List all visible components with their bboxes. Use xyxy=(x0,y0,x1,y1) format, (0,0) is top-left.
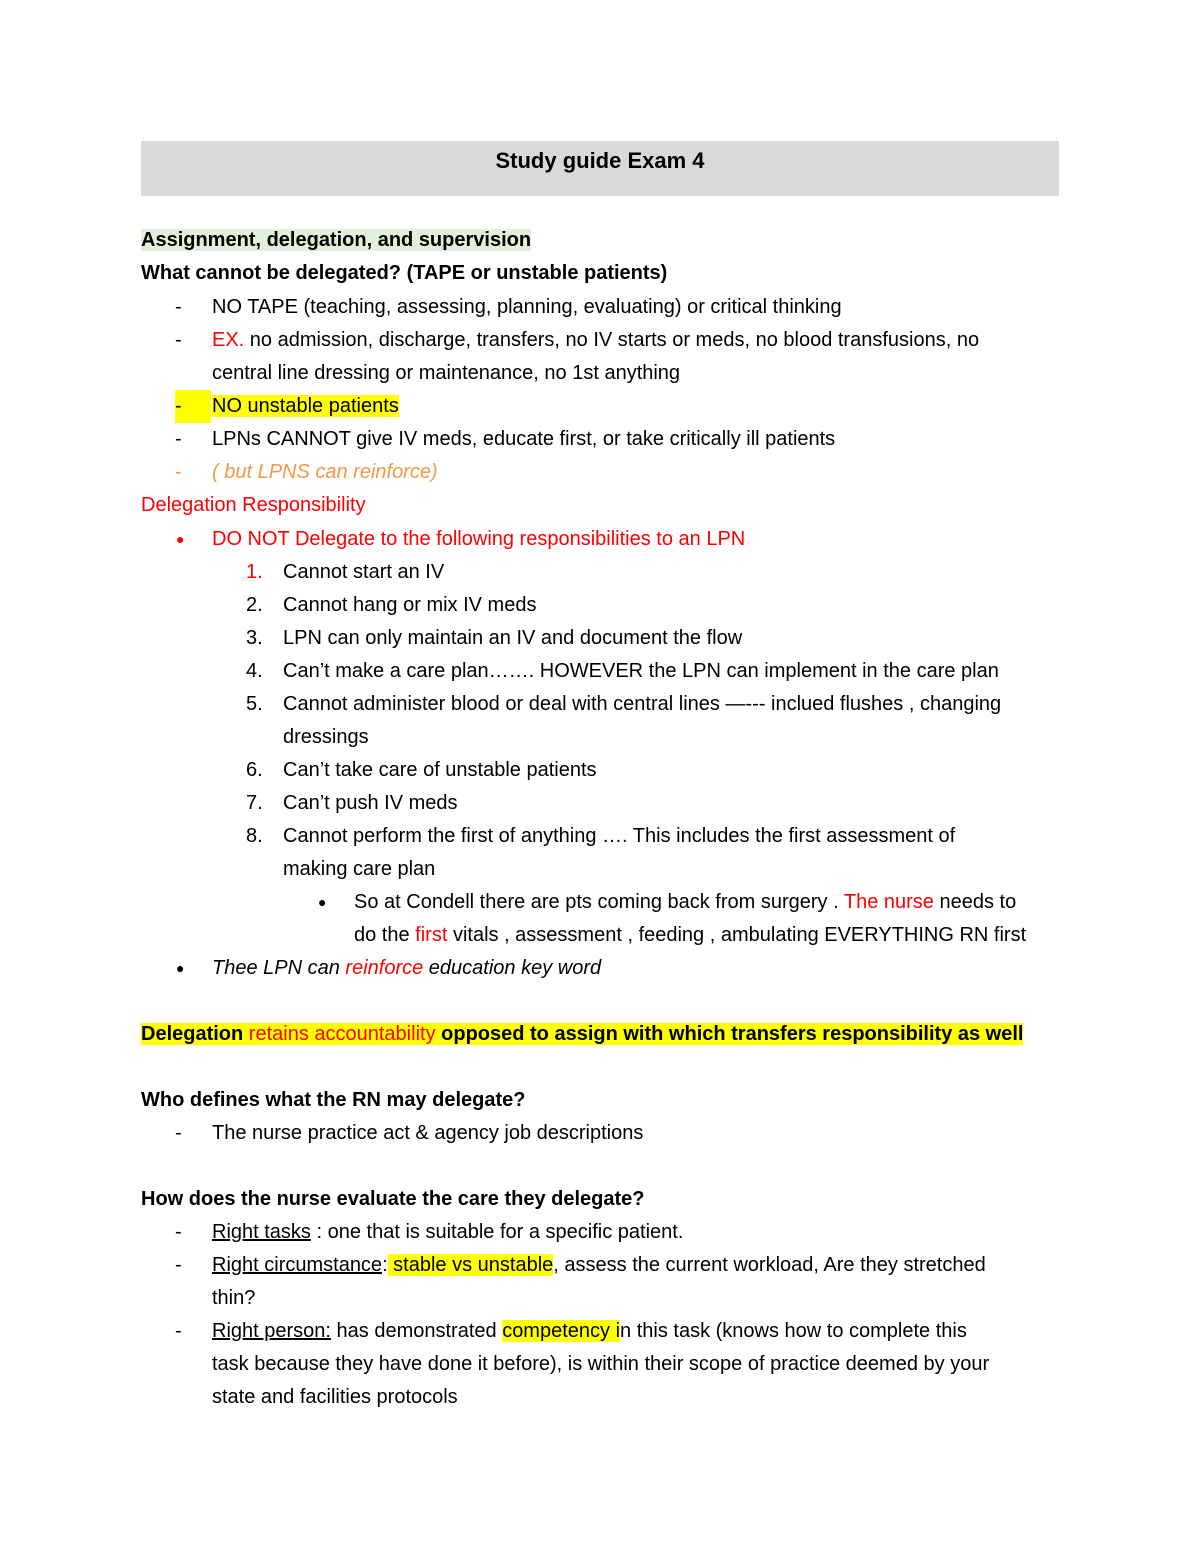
text: vitals , assessment , feeding , ambulating EVERYTHING RN first xyxy=(447,924,1027,946)
text: opposed to assign with which transfers responsibility as well xyxy=(435,1023,1024,1045)
question-text: What cannot be delegated? (TAPE or unstable patients) xyxy=(141,262,668,284)
dash-marker: - xyxy=(175,1320,182,1342)
dash-marker: - xyxy=(175,329,182,351)
highlighted-line xyxy=(141,1023,1023,1045)
dash-glyph: - xyxy=(175,395,182,417)
text: needs to xyxy=(933,891,1017,913)
dash-marker: - xyxy=(175,296,182,318)
list-item xyxy=(212,390,399,423)
list-number: 6. xyxy=(246,759,263,781)
dash-marker: - xyxy=(175,1254,182,1276)
list-item: LPNs CANNOT give IV meds, educate first, or take critically ill patients xyxy=(212,428,836,450)
list-item: ( but LPNS can reinforce) xyxy=(212,461,438,483)
text: So at Condell there are pts coming back from surgery . xyxy=(354,891,844,913)
red-text: first xyxy=(415,924,448,946)
section-heading xyxy=(141,224,531,257)
dash-marker: - xyxy=(175,1122,182,1144)
red-text: The nurse xyxy=(843,891,934,913)
red-text: retains accountability xyxy=(248,1023,436,1045)
list-number: 5. xyxy=(246,693,263,715)
question-text: Who defines what the RN may delegate? xyxy=(141,1089,526,1111)
text: : one that is suitable for a specific patient. xyxy=(310,1221,684,1243)
list-number: 8. xyxy=(246,825,263,847)
numbered-item-continuation: making care plan xyxy=(283,858,436,880)
underlined-label: Right circumstance xyxy=(212,1254,383,1276)
highlighted-text: NO unstable patients xyxy=(212,395,399,417)
numbered-item-continuation: dressings xyxy=(283,726,369,748)
list-item-continuation: task because they have done it before), is within their scope of practice deemed by your xyxy=(212,1353,990,1375)
dash-marker: - xyxy=(175,1221,182,1243)
example-text: no admission, discharge, transfers, no IV starts or meds, no blood transfusions, no xyxy=(244,329,980,351)
underlined-label: Right tasks xyxy=(212,1221,311,1243)
list-item: NO TAPE (teaching, assessing, planning, evaluating) or critical thinking xyxy=(212,296,842,318)
text: has demonstrated xyxy=(330,1320,503,1342)
numbered-item: Cannot start an IV xyxy=(283,561,445,583)
numbered-item: Can’t take care of unstable patients xyxy=(283,759,597,781)
bullet-icon: ● xyxy=(176,960,185,976)
list-item-continuation: state and facilities protocols xyxy=(212,1386,458,1408)
text: Delegation xyxy=(141,1023,249,1045)
dash-marker xyxy=(175,390,211,423)
text: : xyxy=(382,1254,388,1276)
title-text: Study guide Exam 4 xyxy=(495,148,705,173)
list-number: 4. xyxy=(246,660,263,682)
text: education key word xyxy=(423,957,602,979)
list-item: The nurse practice act & agency job descriptions xyxy=(212,1122,644,1144)
list-item-continuation: central line dressing or maintenance, no 1st anything xyxy=(212,362,681,384)
numbered-item: Can’t make a care plan……. HOWEVER the LPN can implement in the care plan xyxy=(283,660,999,682)
highlighted-text: stable vs unstable xyxy=(387,1254,554,1276)
text: Thee LPN can xyxy=(212,957,346,979)
bullet-icon: ● xyxy=(318,894,327,910)
question-text: How does the nurse evaluate the care they delegate? xyxy=(141,1188,645,1210)
list-number: 2. xyxy=(246,594,263,616)
bullet-item xyxy=(212,952,601,985)
list-item xyxy=(212,1249,986,1282)
red-text: reinforce xyxy=(345,957,424,979)
text: do the xyxy=(354,924,416,946)
dash-marker: - xyxy=(175,461,182,483)
list-item xyxy=(212,324,979,357)
section-heading: Delegation Responsibility xyxy=(141,494,366,516)
sub-bullet-item xyxy=(354,886,1016,919)
list-item xyxy=(212,1216,683,1249)
numbered-item: Cannot perform the first of anything …. This includes the first assessment of xyxy=(283,825,956,847)
highlighted-text: competency i xyxy=(502,1320,621,1342)
dash-marker: - xyxy=(175,428,182,450)
bullet-item: DO NOT Delegate to the following responsibilities to an LPN xyxy=(212,528,746,550)
highlight-statement xyxy=(141,1018,1023,1051)
list-number: 3. xyxy=(246,627,263,649)
numbered-item: Cannot administer blood or deal with central lines —--- inclued flushes , changing xyxy=(283,693,1002,715)
text: , assess the current workload, Are they stretched xyxy=(553,1254,986,1276)
numbered-item: LPN can only maintain an IV and document the flow xyxy=(283,627,743,649)
list-item-continuation: thin? xyxy=(212,1287,256,1309)
example-prefix: EX. xyxy=(212,329,245,351)
list-item xyxy=(212,1315,967,1348)
page-title xyxy=(141,141,1059,196)
sub-bullet-continuation xyxy=(354,919,1026,952)
list-number: 7. xyxy=(246,792,263,814)
numbered-item: Can’t push IV meds xyxy=(283,792,458,814)
heading-text: Assignment, delegation, and supervision xyxy=(141,229,532,251)
text: n this task (knows how to complete this xyxy=(620,1320,967,1342)
numbered-item: Cannot hang or mix IV meds xyxy=(283,594,537,616)
bullet-icon: ● xyxy=(176,531,185,547)
underlined-label: Right person: xyxy=(212,1320,331,1342)
list-number: 1. xyxy=(246,561,263,583)
